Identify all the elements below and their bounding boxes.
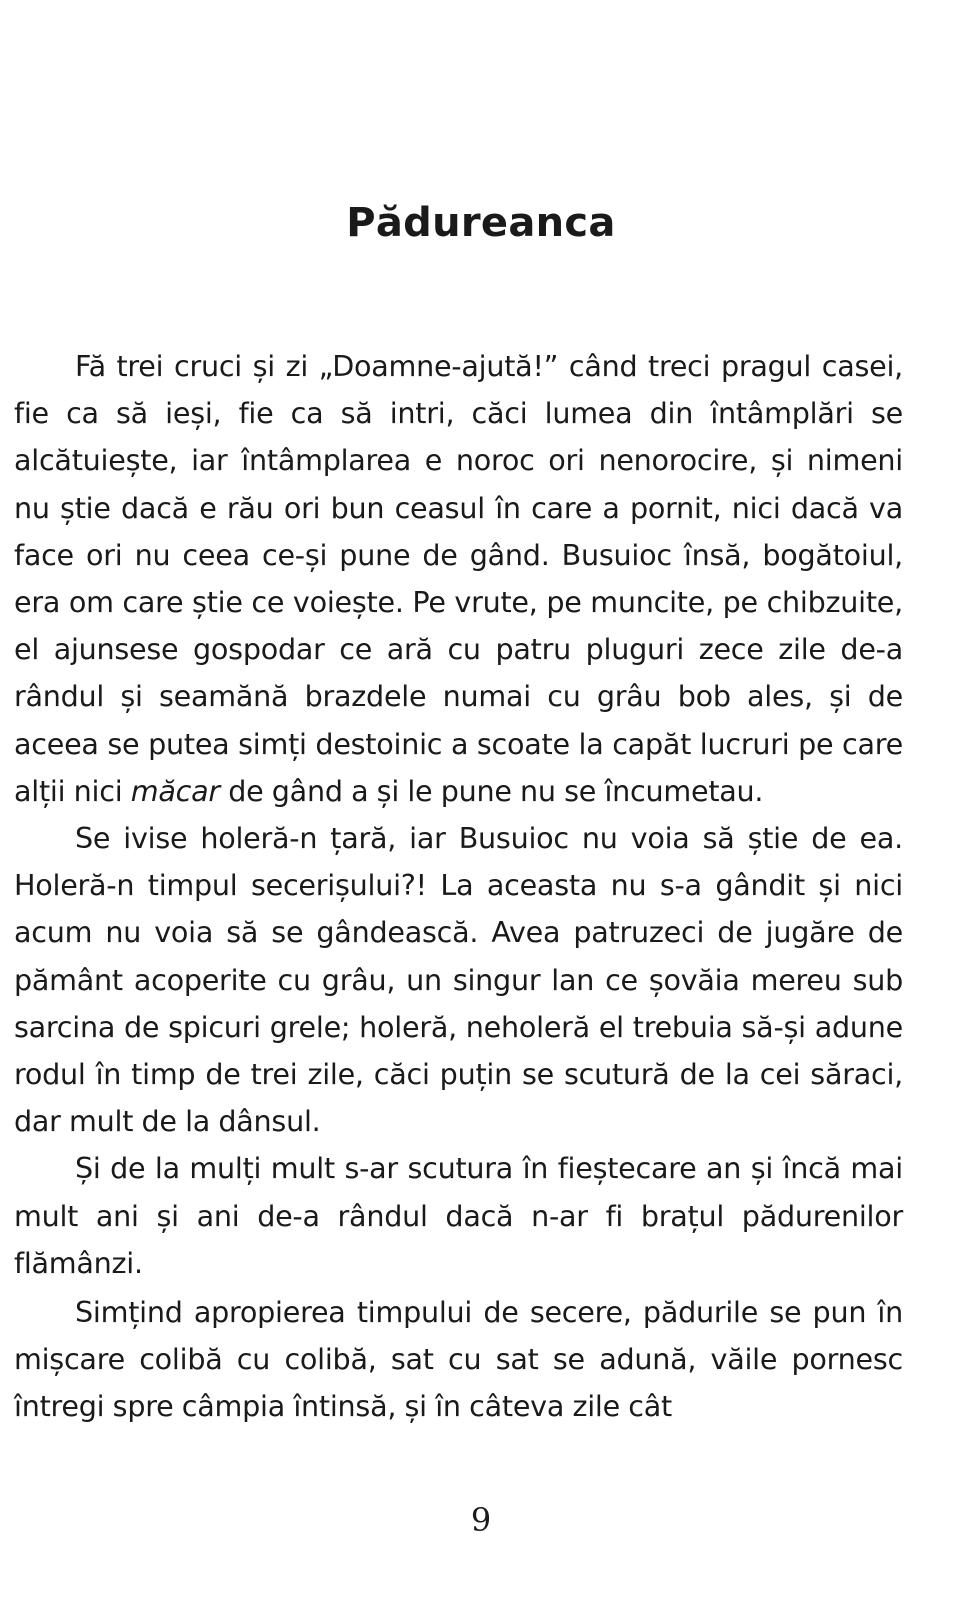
italic-emphasis: măcar bbox=[130, 773, 220, 808]
paragraph-2: Se ivise holeră-n țară, iar Busuioc nu voia să știe de ea. Holeră-n timpul secerișului?! La aceasta nu s-a gândit și nici acum nu voia să se gândească. Avea patruzeci de jugăre de pământ acoperite cu grâu, un singur lan ce șovăia mereu sub sarcina de spicuri grele; holeră, neholeră el trebuia să-și adune rodul în timp de trei zile, căci puțin se scutură de la cei săraci, dar mult de la dânsul. bbox=[14, 821, 903, 1139]
body-text bbox=[14, 343, 903, 1431]
paragraph-1-text-after: de gând a și le pune nu se încumetau. bbox=[219, 773, 764, 808]
paragraph-1-text-before: Fă trei cruci și zi „Doamne-ajută!” când treci pragul casei, fie ca să ieși, fie ca să intri, căci lumea din întâmplări se alcătuiește, iar întâmplarea e noroc ori nenorocire, și nimeni nu știe dacă e rău ori bun ceasul în care a pornit, nici dacă va face ori nu ceea ce-și pune de gând. Busuioc însă, bogătoiul, era om care știe ce voiește. Pe vrute, pe muncite, pe chibzuite, el ajunsese gospodar ce ară cu patru pluguri zece zile de-a rândul și seamănă brazdele numai cu grâu bob ales, și de aceea se putea simți destoinic a scoate la capăt lucruri pe care alții nici bbox=[14, 349, 903, 808]
paragraph-3: Și de la mulți mult s-ar scutura în fieștecare an și încă mai mult ani și ani de-a rândul dacă n-ar fi brațul pădurenilor flămânzi. bbox=[14, 1151, 903, 1280]
chapter-title: Pădureanca bbox=[346, 200, 616, 246]
page-number: 9 bbox=[470, 1501, 492, 1539]
paragraph-4: Simțind apropierea timpului de secere, pădurile se pun în mișcare colibă cu colibă, sat cu sat se adună, văile pornesc întregi spre câmpia întinsă, și în câteva zile cât bbox=[14, 1295, 903, 1424]
paragraph-1 bbox=[14, 343, 903, 815]
